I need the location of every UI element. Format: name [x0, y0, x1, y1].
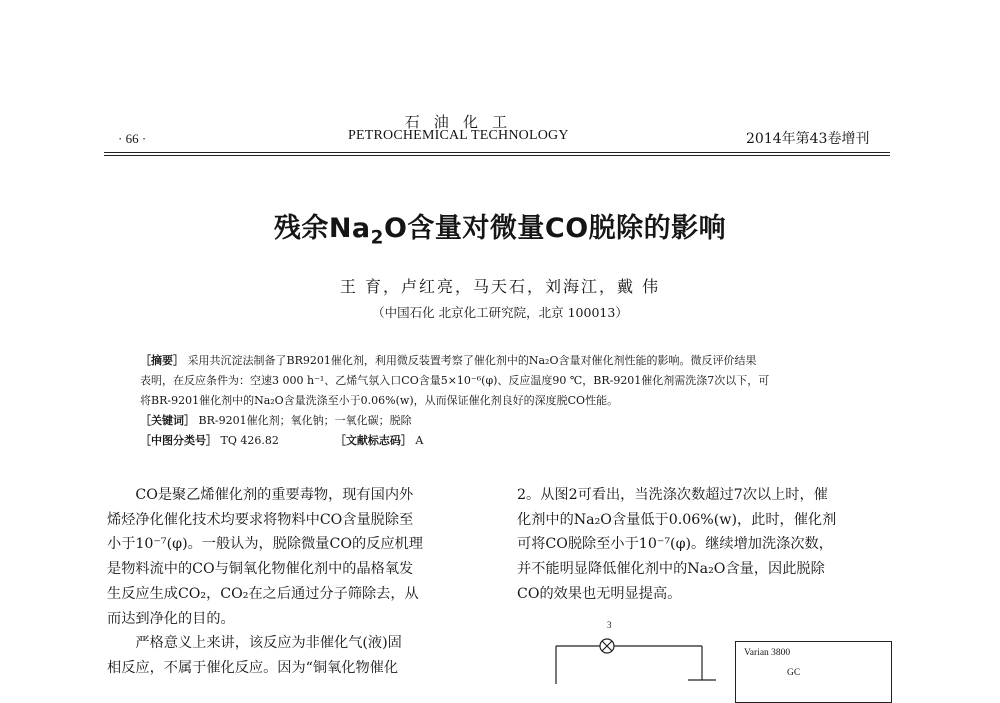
- header-rule: [104, 152, 890, 153]
- body-line: 烯烃净化催化技术均要求将物料中CO含量脱除至: [107, 511, 414, 528]
- body-column-left: [107, 483, 492, 681]
- doc-code-label: ［文献标志码］: [334, 434, 412, 447]
- body-line: 可将CO脱除至小于10⁻⁷(φ)。继续增加洗涤次数，: [517, 536, 833, 553]
- article-title: [0, 206, 1000, 249]
- abstract-line-2: 表明，在反应条件为：空速3 000 h⁻¹、乙烯气氛入口CO含量5×10⁻⁶(φ)、反应温度90 ℃，BR-9201催化剂需洗涤7次以下，可: [140, 374, 770, 387]
- body-line: 化剂中的Na₂O含量低于0.06%(w)，此时，催化剂: [517, 511, 837, 528]
- valve-number: 3: [607, 620, 612, 630]
- clc-label: ［中图分类号］: [140, 434, 217, 447]
- affiliation: （中国石化 北京化工研究院，北京 100013）: [372, 305, 628, 320]
- body-line: 严格意义上来讲，该反应为非催化气(液)固: [107, 635, 402, 652]
- gc-label: GC: [787, 668, 801, 678]
- abstract-block: [140, 351, 860, 451]
- title-part-1: 残余Na: [273, 213, 371, 244]
- header-rule-second: [104, 155, 890, 156]
- abstract-line-1: [140, 351, 860, 371]
- title-subscript: 2: [370, 227, 384, 249]
- doc-code: A: [415, 434, 424, 447]
- body-line: 而达到净化的目的。: [107, 610, 235, 627]
- abstract-text-1: 采用共沉淀法制备了BR9201催化剂，利用微反装置考察了催化剂中的Na₂O含量对催化剂性能的影响。微反评价结果: [187, 354, 757, 367]
- classification-line: [140, 431, 860, 451]
- title-part-2: O含量对微量CO脱除的影响: [383, 213, 727, 244]
- body-line: 生反应生成CO₂，CO₂在之后通过分子筛除去，从: [107, 585, 419, 602]
- body-line: 并不能明显降低催化剂中的Na₂O含量，因此脱除: [517, 561, 825, 578]
- body-line: CO的效果也无明显提高。: [517, 585, 682, 602]
- issue-info: 2014年第43卷增刊: [746, 131, 870, 147]
- body-line: 相反应，不属于催化反应。因为“铜氧化物催化: [107, 659, 399, 676]
- author-list: 王 育，卢红亮，马天石，刘海江，戴 伟: [339, 277, 661, 296]
- journal-name-cn: 石 油 化 工: [404, 113, 508, 131]
- keywords: BR-9201催化剂；氧化钠；一氧化碳；脱除: [198, 414, 412, 427]
- body-line: 2。从图2可看出，当洗涤次数超过7次以上时，催: [517, 487, 828, 503]
- journal-name-en: PETROCHEMICAL TECHNOLOGY: [348, 128, 569, 143]
- body-line: 是物料流中的CO与铜氧化物催化剂中的晶格氧发: [107, 561, 414, 578]
- keywords-label: ［关键词］: [140, 414, 195, 427]
- body-line: CO是聚乙烯催化剂的重要毒物，现有国内外: [107, 487, 414, 503]
- keywords-line: [140, 411, 860, 431]
- abstract-line-3: 将BR-9201催化剂中的Na₂O含量洗涤至小于0.06%(w)，从而保证催化剂良好的深度脱CO性能。: [140, 394, 619, 407]
- clc-code: TQ 426.82: [220, 434, 279, 447]
- abstract-label: ［摘要］: [140, 354, 184, 367]
- body-line: 小于10⁻⁷(φ)。一般认为，脱除微量CO的反应机理: [107, 536, 423, 553]
- page-number: · 66 ·: [118, 131, 147, 146]
- body-column-right: [517, 483, 902, 607]
- gc-model-label: Varian 3800: [744, 648, 791, 658]
